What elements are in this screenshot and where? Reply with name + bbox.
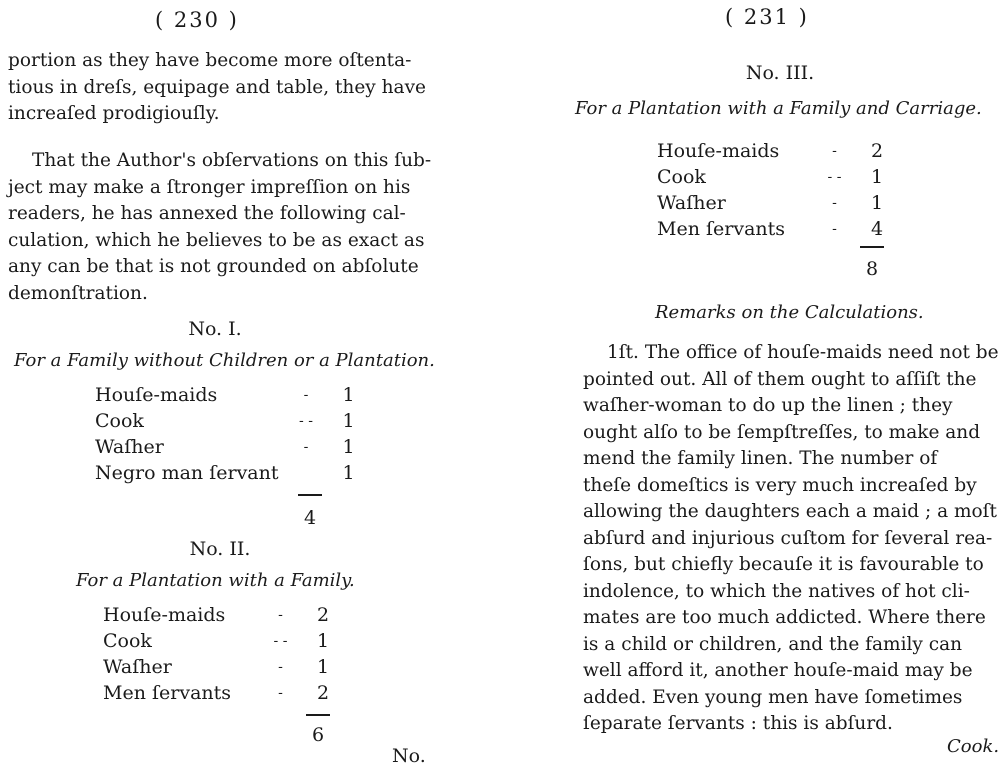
text-line: tious in dreſs, equipage and table, they have: [8, 76, 426, 98]
role-cell: Cook: [657, 166, 706, 188]
text-line: mend the family linen. The number of: [583, 448, 938, 469]
sum-rule: [860, 246, 884, 248]
text-line: allowing the daughters each a maid ; a moſt: [583, 501, 997, 522]
role-cell: Men ſervants: [657, 218, 786, 240]
dash-cell: - -: [273, 633, 288, 649]
table-row: [95, 434, 364, 460]
paragraph-remarks: [583, 340, 999, 738]
text-line: added. Even young men have ſometimes: [583, 686, 963, 708]
text-line: mates are too much addicted. Where there: [583, 607, 986, 628]
table3-heading: No. III.: [745, 62, 815, 84]
table2: [103, 602, 338, 706]
table-row: [657, 190, 892, 216]
role-cell: Men ſervants: [103, 682, 232, 704]
count-cell: 1: [342, 384, 355, 406]
table1-heading: No. I.: [188, 318, 242, 340]
count-cell: 2: [316, 604, 330, 626]
role-cell: Waſher: [103, 656, 172, 678]
table2-total: 6: [312, 724, 325, 746]
dash-cell: -: [303, 439, 309, 455]
table-row: [657, 216, 892, 242]
role-cell: Houſe-maids: [657, 140, 780, 162]
table-row: [103, 680, 338, 706]
count-cell: 1: [316, 630, 330, 652]
page-number-right: ( 231 ): [725, 5, 809, 29]
count-cell: 1: [342, 462, 355, 484]
count-cell: 1: [342, 436, 355, 458]
table-row: [103, 602, 338, 628]
text-line: any can be that is not grounded on abſolute: [8, 256, 419, 277]
table3-caption: For a Plantation with a Family and Carriage.: [575, 98, 982, 119]
text-line: ought alſo to be ſempſtreſſes, to make and: [583, 421, 981, 443]
table1-total: 4: [304, 507, 317, 529]
dash-cell: -: [278, 607, 283, 623]
text-line: culation, which he believes to be as exact as: [8, 229, 425, 251]
count-cell: 1: [870, 192, 884, 214]
dash-cell: -: [832, 221, 837, 237]
table-row: [657, 138, 892, 164]
sum-rule: [306, 714, 330, 716]
text-line: well afford it, another houſe-maid may be: [583, 660, 973, 681]
table-row: [103, 628, 338, 654]
catchword-left: No.: [392, 745, 426, 767]
text-line: That the Author's obſervations on this ſub-: [32, 150, 432, 171]
text-line: waſher-woman to do up the linen ; they: [583, 395, 953, 416]
text-line: ſeparate ſervants : this is abſurd.: [583, 713, 893, 734]
role-cell: Waſher: [95, 436, 164, 458]
dash-cell: -: [278, 685, 283, 701]
table-row: [103, 654, 338, 680]
dash-cell: - -: [299, 413, 313, 429]
count-cell: 1: [870, 166, 884, 188]
count-cell: 1: [316, 656, 330, 678]
text-line: pointed out. All of them ought to aſſiſt the: [583, 368, 977, 390]
text-line: abſurd and injurious cuſtom for ſeveral rea-: [583, 527, 993, 549]
role-cell: Waſher: [657, 192, 726, 214]
catchword-right: Cook.: [947, 736, 1000, 757]
dash-cell: -: [832, 195, 837, 211]
remarks-heading: Remarks on the Calculations.: [655, 302, 924, 323]
count-cell: 2: [870, 140, 884, 162]
table-row: [657, 164, 892, 190]
dash-cell: -: [303, 387, 309, 403]
table3-total: 8: [866, 258, 879, 280]
table2-caption: For a Plantation with a Family.: [76, 570, 355, 591]
count-cell: 4: [870, 218, 884, 240]
dash-cell: -: [832, 143, 837, 159]
text-line: indolence, to which the natives of hot cli-: [583, 580, 970, 602]
paragraph-opening: [8, 48, 426, 128]
sum-rule: [298, 494, 322, 496]
page-number-left: ( 230 ): [155, 8, 239, 32]
right-page: [575, 0, 1000, 771]
role-cell: Negro man ſervant: [95, 462, 279, 484]
table-row: [95, 382, 364, 408]
table-row: [95, 460, 364, 486]
text-line: ſons, but chiefly becauſe it is favourable to: [583, 554, 984, 575]
text-line: portion as they have become more oſtenta-: [8, 50, 412, 71]
table1: [95, 382, 364, 486]
left-page: [0, 0, 435, 771]
role-cell: Cook: [95, 410, 144, 432]
text-line: 1ſt. The office of houſe-maids need not be: [607, 342, 999, 363]
table-row: [95, 408, 364, 434]
dash-cell: -: [278, 659, 283, 675]
text-line: readers, he has annexed the following cal-: [8, 203, 406, 224]
count-cell: 1: [342, 410, 355, 432]
dash-cell: [279, 460, 334, 486]
dash-cell: - -: [827, 169, 842, 185]
text-line: is a child or children, and the family can: [583, 633, 963, 655]
table2-heading: No. II.: [189, 538, 251, 560]
role-cell: Houſe-maids: [95, 384, 218, 406]
text-line: theſe domeſtics is very much increaſed by: [583, 474, 977, 496]
paragraph-author: [8, 148, 432, 307]
text-line: demonſtration.: [8, 282, 148, 304]
role-cell: Houſe-maids: [103, 604, 226, 626]
role-cell: Cook: [103, 630, 152, 652]
table1-caption: For a Family without Children or a Plantation.: [14, 350, 435, 371]
count-cell: 2: [316, 682, 330, 704]
table3: [657, 138, 892, 242]
text-line: increaſed prodigiouſly.: [8, 103, 220, 124]
text-line: ject may make a ſtronger impreſſion on his: [8, 176, 411, 198]
